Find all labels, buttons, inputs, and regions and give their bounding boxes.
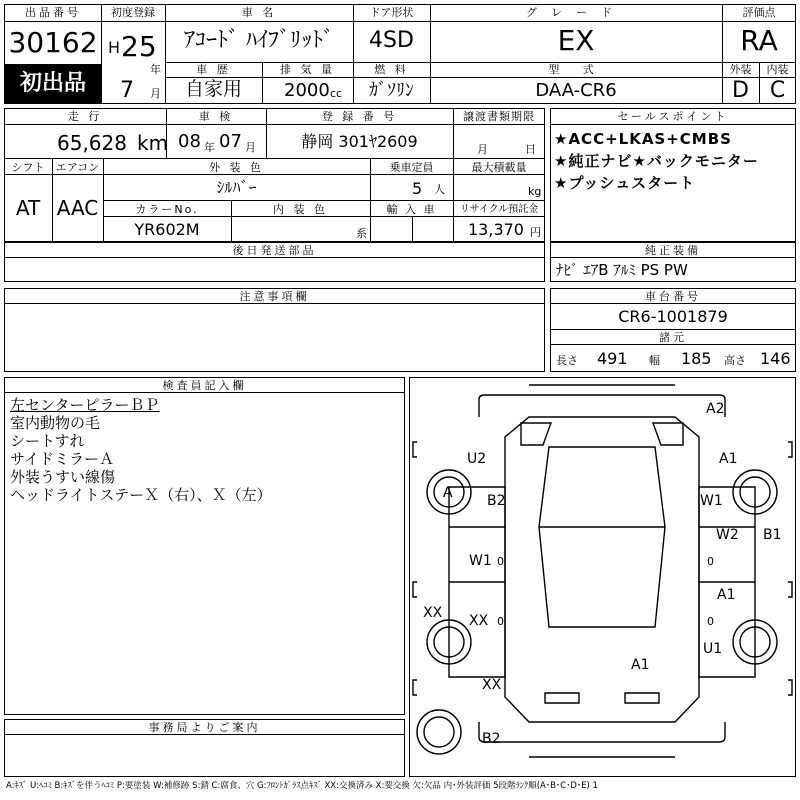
fuel-label: 燃 料	[374, 63, 409, 76]
transfer-month: 月	[477, 143, 488, 156]
lot-number: 30162	[8, 26, 98, 59]
month-unit: 月	[150, 87, 161, 100]
max-load-unit: kg	[528, 185, 542, 198]
damage-mark: 0	[497, 555, 504, 568]
inspector-label: 検査員記入欄	[162, 379, 247, 392]
inspection-label: 車 検	[198, 110, 234, 123]
sales-point: ★ACC+LKAS+CMBS	[554, 130, 732, 148]
lot-number-label: 出品番号	[25, 6, 81, 19]
height-label: 高さ	[724, 354, 746, 367]
later-parts-label: 後日発送部品	[232, 244, 317, 257]
color-number-label: カラーNo.	[135, 203, 199, 216]
interior-grade-label: 内装	[766, 63, 789, 76]
exterior-grade: D	[732, 78, 749, 103]
car-diagram	[409, 377, 796, 777]
genuine-equipment-label: 純正装備	[645, 244, 701, 257]
recycle-fee: 13,370	[468, 220, 524, 239]
sales-point: ★純正ナビ★バックモニター	[554, 152, 759, 170]
interior-color-label: 内 装 色	[273, 203, 328, 216]
mileage-label: 走 行	[67, 110, 103, 123]
width: 185	[681, 349, 712, 368]
registration-month: 7	[120, 78, 134, 103]
damage-mark: 0	[497, 615, 504, 628]
chassis-number-label: 車台番号	[645, 290, 701, 303]
year-unit: 年	[150, 63, 161, 76]
damage-mark: U2	[467, 451, 487, 467]
model-type-label: 型 式	[548, 63, 604, 76]
capacity-label: 乗車定員	[389, 161, 434, 174]
damage-mark: A2	[706, 401, 725, 417]
damage-mark: U1	[703, 641, 723, 657]
damage-mark: B1	[763, 527, 782, 543]
length: 491	[597, 349, 628, 368]
damage-mark: A1	[719, 451, 738, 467]
sales-points-label: セールスポイント	[617, 110, 729, 123]
registration-year: 25	[121, 30, 157, 63]
chassis-number: CR6-1001879	[618, 307, 728, 326]
caution-label: 注意事項欄	[239, 290, 310, 303]
damage-mark: XX	[423, 605, 443, 621]
first-registration-label: 初度登録	[111, 6, 155, 19]
mileage-unit: km	[137, 131, 169, 155]
era: H	[108, 38, 121, 57]
ac-label: エアコン	[55, 161, 100, 174]
vehicle-info-block	[4, 108, 545, 242]
damage-mark: A1	[717, 587, 736, 603]
sales-point: ★プッシュスタート	[554, 174, 696, 192]
registration-number-label: 登 録 番 号	[321, 110, 398, 123]
inspector-note: サイドミラーＡ	[10, 450, 114, 468]
office-label: 事務局よりご案内	[148, 721, 261, 734]
door-type: 4SD	[369, 28, 414, 53]
legend: A:ｷｽﾞ U:ﾍｺﾐ B:ｷｽﾞを伴うﾍｺﾐ P:要塗装 W:補修跡 S:錆 C:腐食、穴 G:ﾌﾛﾝﾄｶﾞﾗｽ点ｷｽﾞ XX:交換済み X:要交換 欠:欠品 内･外装評価 5段階ﾗﾝｸ順(A･B･C･D･E) 1	[6, 781, 598, 791]
interior-color-unit: 系	[356, 227, 367, 240]
width-label: 幅	[649, 354, 660, 367]
damage-mark: 0	[707, 555, 714, 568]
displacement-unit: cc	[330, 87, 343, 100]
inspector-notes	[10, 396, 400, 504]
history-label: 車 歴	[196, 63, 231, 76]
damage-mark: B2	[482, 731, 501, 747]
model-type: DAA-CR6	[535, 80, 617, 101]
grade-label: グレード	[526, 6, 626, 19]
inspector-note: シートすれ	[10, 432, 85, 450]
damage-mark: XX	[482, 677, 502, 693]
height: 146	[760, 349, 791, 368]
max-load-label: 最大積載量	[471, 161, 527, 174]
history: 自家用	[184, 78, 242, 100]
capacity: 5	[412, 179, 423, 198]
mileage: 65,628	[57, 131, 127, 155]
damage-mark: W2	[716, 527, 739, 543]
inspection-month: 07	[219, 131, 242, 152]
shift-label: シフト	[11, 161, 45, 174]
air-conditioner: AAC	[56, 196, 99, 220]
length-label: 長さ	[556, 354, 578, 367]
displacement: 2000	[284, 80, 330, 101]
fuel: ｶﾞｿﾘﾝ	[369, 80, 414, 101]
damage-mark: B2	[487, 493, 506, 509]
displacement-label: 排 気 量	[280, 63, 335, 76]
inspection-year-unit: 年	[204, 141, 215, 154]
exterior-grade-label: 外装	[729, 63, 752, 76]
inspection-month-unit: 月	[245, 141, 256, 154]
score-label: 評価点	[742, 6, 776, 19]
model-name-label: 車 名	[241, 6, 277, 19]
inspection-year: 08	[178, 131, 201, 152]
inspector-note: ヘッドライトステーＸ（右）、Ｘ（左）	[10, 486, 272, 504]
recycle-label: リサイクル預託金	[459, 204, 539, 215]
transfer-day: 日	[525, 143, 536, 156]
genuine-equipment: ﾅﾋﾞ ｴｱB ｱﾙﾐ PS PW	[556, 261, 688, 279]
first-listing-badge: 初出品	[5, 65, 101, 103]
damage-mark: A1	[631, 657, 650, 673]
damage-mark: W1	[700, 493, 723, 509]
score: RA	[740, 24, 778, 57]
inspector-note: 左センターピラーＢＰ	[10, 396, 160, 414]
registration-number: 静岡 301ﾔ2609	[301, 132, 418, 151]
capacity-unit: 人	[434, 183, 445, 196]
door-label: ドア形状	[369, 6, 414, 19]
exterior-color: ｼﾙﾊﾞｰ	[216, 178, 257, 197]
shift: AT	[15, 196, 41, 220]
grade: EX	[557, 24, 595, 57]
exterior-color-label: 外 装 色	[209, 161, 264, 174]
interior-grade: C	[769, 78, 786, 103]
damage-mark: W1	[469, 553, 492, 569]
sales-points-list	[554, 128, 794, 194]
model-name: ｱｺｰﾄﾞ ﾊｲﾌﾞﾘｯﾄﾞ	[184, 28, 334, 53]
import-label: 輸 入 車	[386, 203, 437, 216]
color-number: YR602M	[134, 220, 200, 239]
inspector-note: 室内動物の毛	[10, 414, 101, 432]
damage-mark: 0	[707, 615, 714, 628]
transfer-deadline-label: 譲渡書類期限	[463, 110, 535, 123]
recycle-unit: 円	[530, 226, 541, 239]
specs-label: 諸元	[659, 331, 687, 344]
damage-mark: A	[443, 485, 453, 501]
inspector-note: 外装うすい線傷	[10, 468, 116, 486]
damage-mark: XX	[469, 613, 489, 629]
